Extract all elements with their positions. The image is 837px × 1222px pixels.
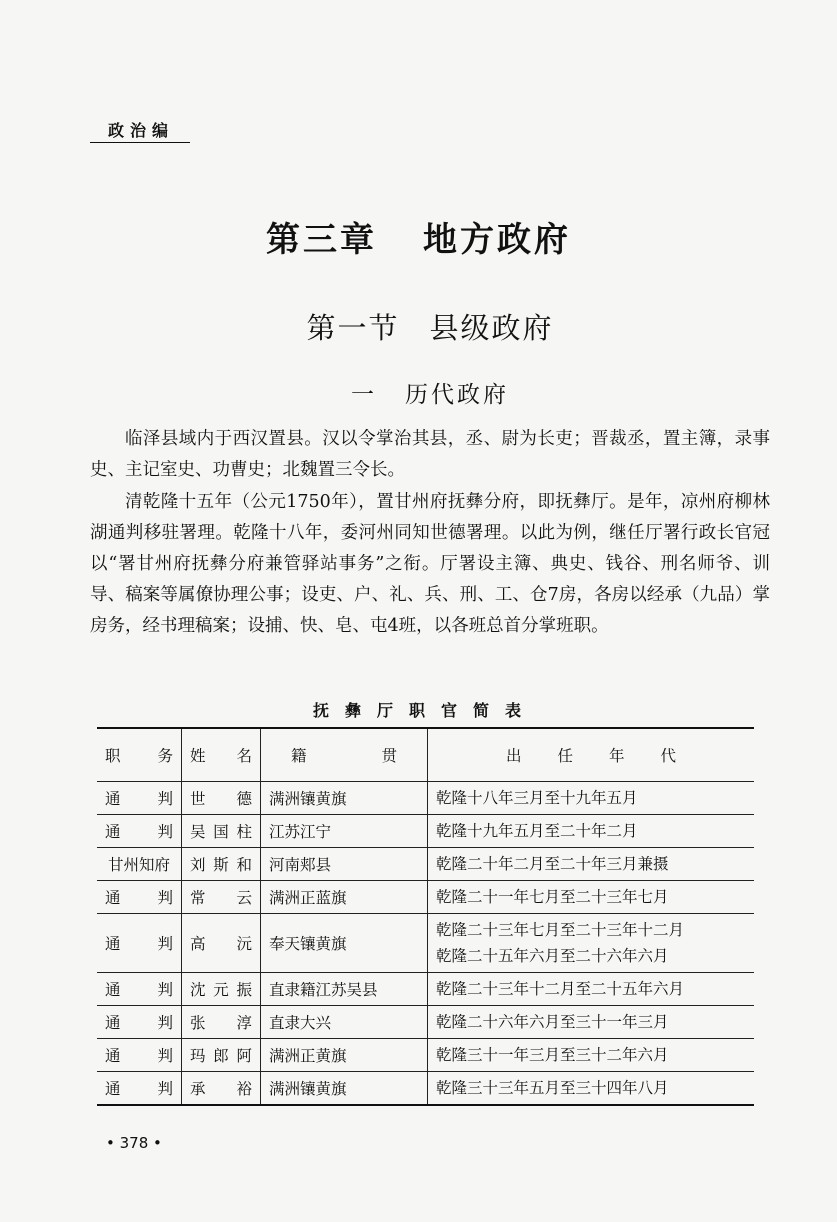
cell-period — [428, 1006, 755, 1039]
cell-origin: 满洲正蓝旗 — [261, 881, 428, 914]
table-row — [97, 1006, 754, 1039]
paragraph: 清乾隆十五年（公元1750年），置甘州府抚彝分府，即抚彝厅。是年，凉州府柳林湖通判移驻署理。乾隆十八年，委河州同知世德署理。以此为例，继任厅署行政长官冠以“署甘州府抚彝分府兼管驿站事务”之衔。厅署设主簿、典史、钱谷、刑名师爷、训导、稿案等属僚协理公事；设吏、户、礼、兵、刑、工、仓7房，各房以经承（九品）掌房务，经书理稿案；设捕、快、皂、屯4班，以各班总首分掌班职。 — [90, 492, 770, 636]
cell-name: 高沅 — [182, 914, 261, 973]
period-line: 乾隆十八年三月至十九年五月 — [436, 789, 638, 807]
cell-name: 玛郎阿 — [182, 1039, 261, 1072]
cell-period — [428, 973, 755, 1006]
table-row — [97, 973, 754, 1006]
running-header: 政治编 — [108, 121, 175, 140]
cell-role: 通判 — [97, 782, 182, 815]
section-title — [0, 306, 837, 347]
chapter-number: 第三章 — [266, 220, 377, 260]
subsection-name: 历代政府 — [405, 382, 509, 408]
header-period-label: 出任年代 — [506, 747, 676, 765]
cell-role: 通判 — [97, 1006, 182, 1039]
cell-origin: 满洲镶黄旗 — [261, 1072, 428, 1106]
subsection-number: 一 — [351, 382, 377, 408]
page-number: • 378 • — [106, 1134, 162, 1152]
cell-name: 张淳 — [182, 1006, 261, 1039]
cell-origin: 直隶籍江苏吴县 — [261, 973, 428, 1006]
period-line: 乾隆二十一年七月至二十三年七月 — [436, 888, 669, 906]
cell-name: 沈元振 — [182, 973, 261, 1006]
table-row — [97, 881, 754, 914]
cell-period — [428, 881, 755, 914]
section-number: 第一节 — [306, 311, 400, 345]
period-line: 乾隆二十三年十二月至二十五年六月 — [436, 980, 685, 998]
table-caption: 抚彝厅职官简表 — [312, 701, 537, 720]
body-text — [90, 424, 770, 643]
table-header-row — [97, 728, 754, 782]
period-line: 乾隆二十五年六月至二十六年六月 — [436, 947, 669, 965]
period-line: 乾隆二十年二月至二十年三月兼摄 — [436, 855, 669, 873]
header-rule — [90, 142, 190, 143]
period-line: 乾隆三十三年五月至三十四年八月 — [436, 1079, 669, 1097]
cell-role: 甘州知府 — [97, 848, 182, 881]
table-row — [97, 815, 754, 848]
cell-origin: 奉天镶黄旗 — [261, 914, 428, 973]
cell-origin: 河南郏县 — [261, 848, 428, 881]
table-row — [97, 1039, 754, 1072]
header-origin — [261, 728, 428, 782]
cell-role: 通判 — [97, 1072, 182, 1106]
officials-table — [97, 727, 754, 1106]
cell-name: 承裕 — [182, 1072, 261, 1106]
header-name: 姓名 — [182, 728, 261, 782]
cell-origin: 满洲正黄旗 — [261, 1039, 428, 1072]
cell-period — [428, 848, 755, 881]
cell-origin: 江苏江宁 — [261, 815, 428, 848]
cell-role: 通判 — [97, 914, 182, 973]
cell-role: 通判 — [97, 973, 182, 1006]
cell-role: 通判 — [97, 815, 182, 848]
cell-period — [428, 815, 755, 848]
period-line: 乾隆二十三年七月至二十三年十二月 — [436, 921, 685, 939]
cell-period — [428, 782, 755, 815]
cell-role: 通判 — [97, 1039, 182, 1072]
section-name: 县级政府 — [429, 311, 554, 345]
cell-name: 世德 — [182, 782, 261, 815]
period-line: 乾隆二十六年六月至三十一年三月 — [436, 1013, 669, 1031]
cell-name: 刘斯和 — [182, 848, 261, 881]
chapter-title — [0, 212, 837, 261]
header-period — [428, 728, 755, 782]
header-role: 职务 — [97, 728, 182, 782]
cell-period — [428, 914, 755, 973]
table-row — [97, 914, 754, 973]
period-line: 乾隆十九年五月至二十年二月 — [436, 822, 638, 840]
chapter-name: 地方政府 — [423, 220, 571, 260]
table-row — [97, 782, 754, 815]
table-row — [97, 1072, 754, 1106]
cell-name: 常云 — [182, 881, 261, 914]
subsection-title — [0, 376, 837, 409]
cell-name: 吴国柱 — [182, 815, 261, 848]
cell-period — [428, 1072, 755, 1106]
cell-origin: 直隶大兴 — [261, 1006, 428, 1039]
paragraph: 临泽县域内于西汉置县。汉以令掌治其县，丞、尉为长吏；晋裁丞，置主簿，录事史、主记室史、功曹史；北魏置三令长。 — [90, 429, 770, 480]
table-row — [97, 848, 754, 881]
period-line: 乾隆三十一年三月至三十二年六月 — [436, 1046, 669, 1064]
header-origin-label: 籍贯 — [291, 747, 397, 765]
cell-role: 通判 — [97, 881, 182, 914]
cell-origin: 满洲镶黄旗 — [261, 782, 428, 815]
cell-period — [428, 1039, 755, 1072]
